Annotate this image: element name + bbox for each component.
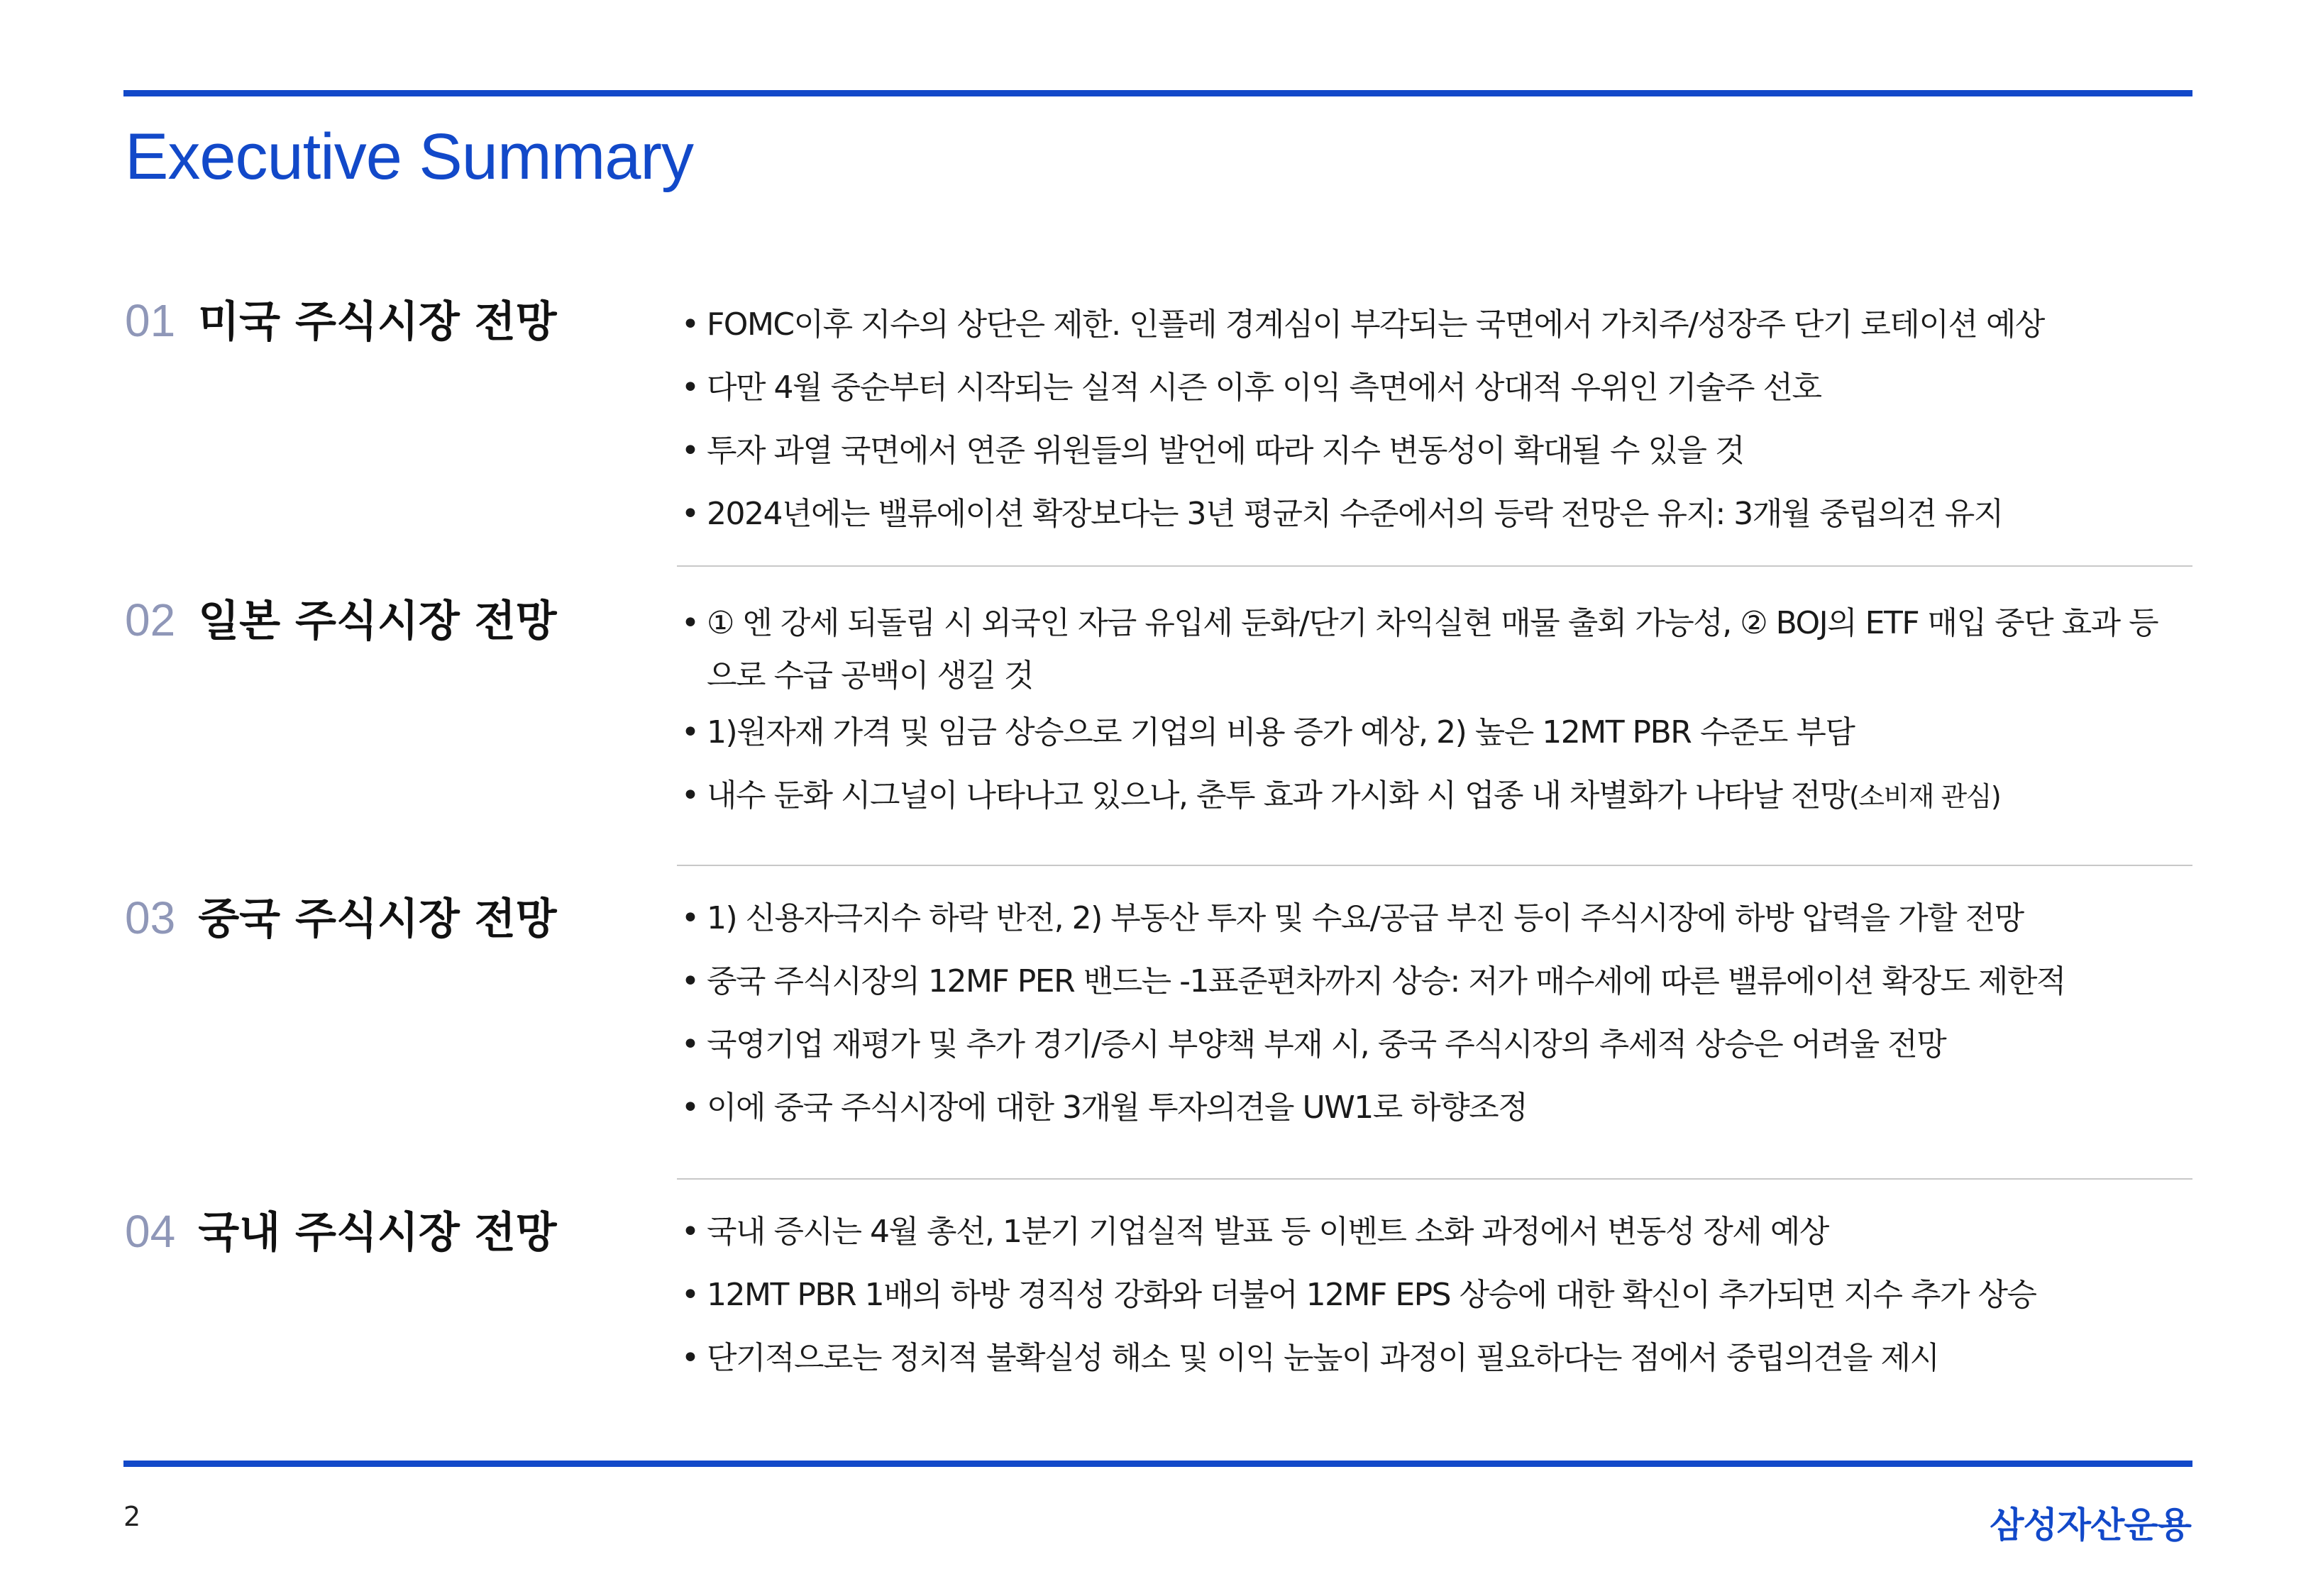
bullet-suffix: (소비재 관심) [1848,781,2001,812]
section-title: 일본 주식시장 전망 [198,597,557,646]
list-item [677,428,2192,475]
section-heading-korea [125,1206,557,1258]
list-item [677,1335,2192,1382]
bullet-dot-icon: • [681,370,699,406]
bullet-text: 1) 신용자극지수 하락 반전, 2) 부동산 투자 및 수요/공급 부진 등이 주식시장에 하방 압력을 가할 전망 [707,900,2024,936]
bullet-dot-icon: • [681,714,699,750]
list-item [677,365,2192,411]
list-item [677,772,2192,820]
list-item [677,958,2192,1005]
bullet-list-us [677,301,2192,554]
bullet-text: 1)원자재 가격 및 임금 상승으로 기업의 비용 증가 예상, 2) 높은 12MT PBR 수준도 부담 [707,714,1855,750]
bullet-list-korea [677,1209,2192,1398]
bullet-text: FOMC이후 지수의 상단은 제한. 인플레 경계심이 부각되는 국면에서 가치주/성장주 단기 로테이션 예상 [707,306,2044,343]
bullet-dot-icon: • [681,1026,699,1063]
bullet-text: 내수 둔화 시그널이 나타나고 있으나, 춘투 효과 가시화 시 업종 내 차별화가 나타날 전망 [707,777,1849,814]
section-title: 국내 주식시장 전망 [198,1208,557,1258]
section-title: 미국 주식시장 전망 [198,297,557,347]
bullet-text: 12MT PBR 1배의 하방 경직성 강화와 더불어 12MF EPS 상승에 대한 확신이 추가되면 지수 추가 상승 [707,1277,2036,1313]
section-divider [677,865,2192,866]
bullet-list-china [677,895,2192,1148]
list-item [677,1085,2192,1131]
bullet-dot-icon: • [681,1214,699,1250]
section-number: 03 [125,892,176,943]
section-heading-japan [125,594,557,646]
list-item [677,1272,2192,1319]
list-item [677,1021,2192,1068]
page-number: 2 [123,1501,141,1532]
section-divider [677,565,2192,567]
list-item [677,491,2192,538]
section-number: 04 [125,1206,176,1257]
bullet-dot-icon: • [681,1277,699,1313]
section-divider [677,1178,2192,1180]
bullet-dot-icon: • [681,306,699,343]
list-item [677,895,2192,942]
bullet-text: 이에 중국 주식시장에 대한 3개월 투자의견을 UW1로 하향조정 [707,1090,1528,1126]
list-item [677,597,2168,702]
brand-logo: 삼성자산운용 [1990,1504,2191,1546]
bullet-dot-icon: • [681,605,699,641]
bullet-text: 다만 4월 중순부터 시작되는 실적 시즌 이후 이익 측면에서 상대적 우위인 기술주 선호 [707,370,1821,406]
bullet-dot-icon: • [681,900,699,936]
bullet-dot-icon: • [681,496,699,532]
bullet-text: 2024년에는 밸류에이션 확장보다는 3년 평균치 수준에서의 등락 전망은 유지: 3개월 중립의견 유지 [707,496,2003,532]
section-heading-us [125,295,557,347]
top-rule [123,90,2192,96]
section-number: 02 [125,594,176,645]
section-heading-china [125,892,557,944]
bullet-text: 중국 주식시장의 12MF PER 밴드는 -1표준편차까지 상승: 저가 매수세에 따른 밸류에이션 확장도 제한적 [707,963,2065,999]
section-title: 중국 주식시장 전망 [198,894,557,944]
section-number: 01 [125,295,176,346]
bottom-rule [123,1461,2192,1467]
list-item [677,709,2192,756]
page-title: Executive Summary [125,121,694,193]
bullet-dot-icon: • [681,963,699,999]
bullet-text: 투자 과열 국면에서 연준 위원들의 발언에 따라 지수 변동성이 확대될 수 있을 것 [707,433,1744,469]
bullet-dot-icon: • [681,1340,699,1376]
bullet-text: 단기적으로는 정치적 불확실성 해소 및 이익 눈높이 과정이 필요하다는 점에서 중립의견을 제시 [707,1340,1939,1376]
bullet-dot-icon: • [681,433,699,469]
bullet-dot-icon: • [681,777,699,814]
bullet-text: 국영기업 재평가 및 추가 경기/증시 부양책 부재 시, 중국 주식시장의 추세적 상승은 어려울 전망 [707,1026,1946,1063]
bullet-text: 국내 증시는 4월 총선, 1분기 기업실적 발표 등 이벤트 소화 과정에서 변동성 장세 예상 [707,1214,1828,1250]
bullet-text: ① 엔 강세 되돌림 시 외국인 자금 유입세 둔화/단기 차익실현 매물 출회 가능성, ② BOJ의 ETF 매입 중단 효과 등으로 수급 공백이 생길 것 [707,605,2158,694]
list-item [677,301,2192,348]
bullet-list-japan [677,597,2192,836]
list-item [677,1209,2192,1256]
bullet-dot-icon: • [681,1090,699,1126]
